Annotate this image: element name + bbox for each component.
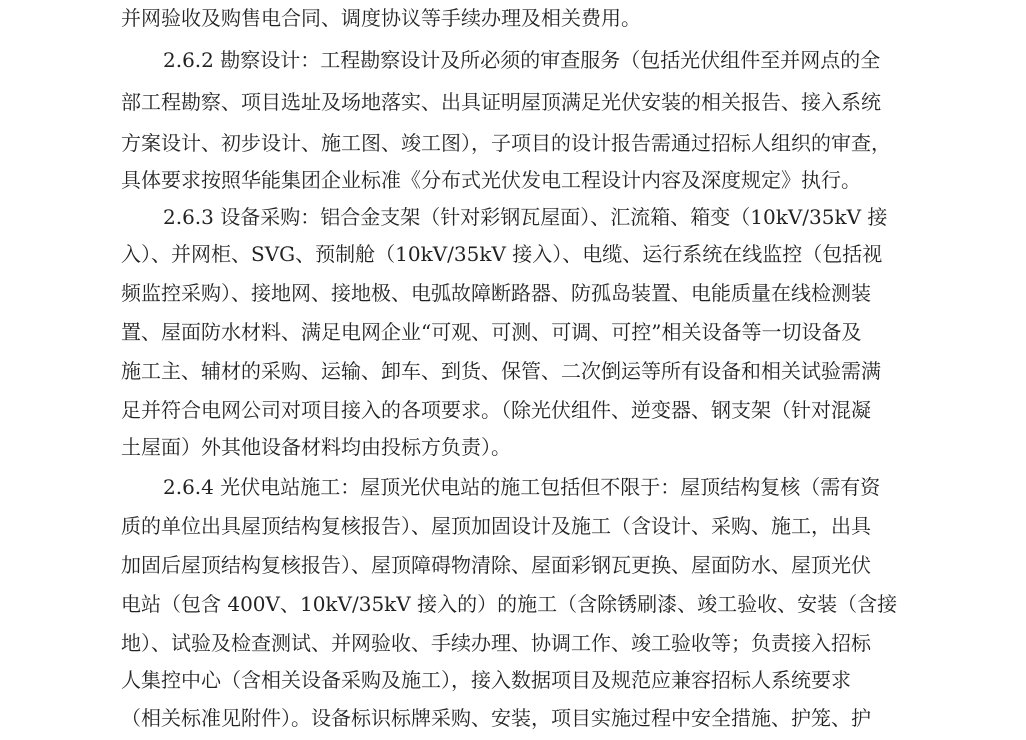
text-line: 施工主、辅材的采购、运输、卸车、到货、保管、二次倒运等所有设备和相关试验需满 [121,359,881,383]
text-line: 并网验收及购售电合同、调度协议等手续办理及相关费用。 [121,6,641,30]
text-line: 电站（包含 400V、10kV/35kV 接入的）的施工（含除锈刷漆、竣工验收、安装（含接 [121,592,898,616]
text-line: 入）、并网柜、SVG、预制舱（10kV/35kV 接入）、电缆、运行系统在线监控（包括视 [121,242,883,266]
text-line: 具体要求按照华能集团企业标准《分布式光伏发电工程设计内容及深度规定》执行。 [121,168,861,192]
text-line: 土屋面）外其他设备材料均由投标方负责）。 [121,435,511,459]
text-line: 质的单位出具屋顶结构复核报告）、屋顶加固设计及施工（含设计、采购、施工，出具 [121,514,871,538]
text-line: 方案设计、初步设计、施工图、竣工图），子项目的设计报告需通过招标人组织的审查， [121,131,891,155]
text-line: （相关标准见附件）。设备标识标牌采购、安装，项目实施过程中安全措施、护笼、护 [121,706,871,730]
section-2-6-4-heading-line: 2.6.4 光伏电站施工：屋顶光伏电站的施工包括但不限于：屋顶结构复核（需有资 [163,475,881,499]
section-2-6-3-heading-line: 2.6.3 设备采购：铝合金支架（针对彩钢瓦屋面）、汇流箱、箱变（10kV/35kV 接 [163,205,888,229]
text-line: 置、屋面防水材料、满足电网企业“可观、可测、可调、可控”相关设备等一切设备及 [121,320,862,344]
text-line: 频监控采购）、接地网、接地极、电弧故障断路器、防孤岛装置、电能质量在线检测装 [121,281,871,305]
text-line: 足并符合电网公司对项目接入的各项要求。（除光伏组件、逆变器、钢支架（针对混凝 [121,398,871,422]
text-line: 地）、试验及检查测试、并网验收、手续办理、协调工作、竣工验收等；负责接入招标 [121,631,871,655]
section-2-6-2-heading-line: 2.6.2 勘察设计：工程勘察设计及所必须的审查服务（包括光伏组件至并网点的全 [163,48,881,72]
text-line: 人集控中心（含相关设备采购及施工），接入数据项目及规范应兼容招标人系统要求 [121,668,851,692]
text-line: 加固后屋顶结构复核报告）、屋顶障碍物清除、屋面彩钢瓦更换、屋面防水、屋顶光伏 [121,553,871,577]
text-line: 部工程勘察、项目选址及场地落实、出具证明屋顶满足光伏安装的相关报告、接入系统 [121,90,881,114]
